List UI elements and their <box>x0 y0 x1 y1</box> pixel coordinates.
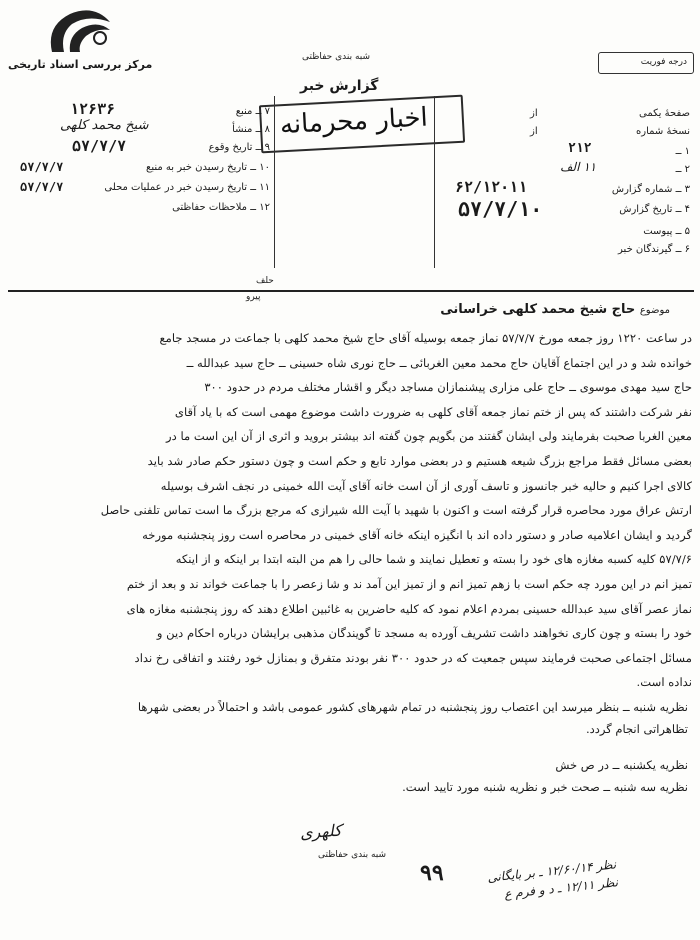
field-page <box>600 108 690 119</box>
field-origin-value: شیخ محمد کلهی <box>60 118 149 133</box>
field-label: ۱۰ ــ تاریخ رسیدن خبر به منبع <box>146 162 270 173</box>
body-line: ۵۷/۷/۶ کلیه کسبه مغازه های خود را بسته و تعطیل نمایند و شما حالی را هم من البته ابتدا بر اینکه و از اینکه <box>175 552 692 567</box>
field-received-local-ops <box>90 182 270 193</box>
field-recipients <box>580 244 690 255</box>
subject-text: حاج شیخ محمد کلهی خراسانی <box>440 302 636 317</box>
divider-left <box>274 96 275 268</box>
handwritten-signature: کلهری <box>299 820 343 843</box>
field-page-of: از <box>530 108 538 119</box>
field-report-number <box>590 184 690 195</box>
field-origin <box>150 124 270 135</box>
field-source-value: ۱۲۶۳۶ <box>70 100 116 118</box>
field-1-value: ۲۱۲ <box>568 141 592 156</box>
body-line: مسائل اجتماعی صحبت فرمایند سپس جمعیت که در حدود ۳۰۰ نفر بودند متفرق و بمنازل خود رفتند و اتفاقی رخ نداد <box>134 650 692 665</box>
analysis-tuesday: نظریه سه شنبه ــ صحت خبر و نظریه شنبه مورد تایید است. <box>402 780 688 794</box>
field-label: ۷ ــ منبع <box>235 106 270 117</box>
subject-line <box>200 302 670 317</box>
field-1 <box>640 146 690 157</box>
body-line: تمیز انم در این مورد چه حکم است با زهم تمیز انم و از تمیز این آمد ند و شا زعصر را با جماعت خواند ند و بعد از ختم <box>126 576 692 591</box>
body-line: کالای اجرا کنیم و حالیه خبر جانسوز و تاسف آوری از آن است خانه آقای آیت الله خمینی در نجف اشرف بوسیله <box>160 478 692 493</box>
field-source <box>150 106 270 117</box>
form-title: گزارش خبر <box>300 78 379 94</box>
urgency-degree-box <box>598 52 694 74</box>
body-line: بعضی مسائل فقط مراجع بزرگ شیعه هستیم و در بعضی موارد تابع و حکم است و چون دستور حکم صادر شد باید <box>147 453 692 468</box>
field-received-by-source-value: ۵۷/۷/۷ <box>20 160 64 174</box>
body-line: نفر شرکت داشتند که پس از ختم نماز جمعه آقای کلهی به ضرورت داشت موضوع مهمی است که با یاد آقای <box>174 404 692 419</box>
margin-note-1: حلف <box>256 276 274 286</box>
field-security-notes <box>150 202 270 213</box>
field-label: ۸ ــ منشأ <box>232 124 270 135</box>
field-2-value: ۱۱ الف <box>560 160 597 174</box>
field-event-date <box>150 142 270 153</box>
divider-right <box>434 96 435 268</box>
handwritten-note <box>486 855 618 904</box>
urgency-degree-label: درجه فوریت <box>640 57 687 67</box>
report-body <box>12 326 692 695</box>
field-report-number-value: ۶۲/۱۲۰۱۱ <box>455 178 528 196</box>
body-line: گردید و ایشان اعلامیه صادر و دستور داده اند با انگیزه اینکه خانه آقای خمینی در محاصره است روز پنجشنبه مورخه <box>142 527 692 542</box>
field-attachment <box>600 226 690 237</box>
field-copy <box>600 126 690 137</box>
page-number: ۹۹ <box>420 860 444 886</box>
margin-note-2: پیرو <box>246 292 261 302</box>
field-copy-of: از <box>530 126 538 137</box>
body-line: خوانده شد و در این اجتماع آقایان حاج محمد معین الغربائی ــ حاج نوری شاه حسینی ــ حاج سید عبدالله ــ <box>186 355 692 370</box>
body-line: در ساعت ۱۲۲۰ روز جمعه مورخ ۵۷/۷/۷ نماز جمعه بوسیله آقای حاج شیخ محمد کلهی با جماعت در مسجد جامع <box>159 331 692 345</box>
archive-center-logo-icon <box>40 8 120 62</box>
field-event-date-value: ۵۷/۷/۷ <box>72 137 127 155</box>
field-received-local-ops-value: ۵۷/۷/۷ <box>20 180 64 194</box>
signature-caption: شبه بندی حفاظتی <box>318 850 387 860</box>
field-label: ۶ ــ گیرندگان خبر <box>618 244 690 255</box>
field-label: نسخهٔ شماره <box>636 126 690 137</box>
field-label: ۳ ــ شماره گزارش <box>611 184 690 195</box>
field-label: ۱۱ ــ تاریخ رسیدن خبر در عملیات محلی <box>104 182 270 193</box>
subject-label: موضوع <box>639 305 670 316</box>
field-2 <box>640 164 690 175</box>
body-line: نداده است. <box>636 675 692 690</box>
field-label: ۹ ــ تاریخ وقوع <box>208 142 270 153</box>
body-line: معین الغربا صحبت بفرمایند ولی ایشان گفتند من بگویم چون گفته اند بیشتر بروید و اثری از آن این است ما در <box>166 429 692 444</box>
note-line: نظر ۱۲/۱۱ ـ د و فرم ع <box>503 875 619 902</box>
body-line: نماز عصر آقای سید عبدالله حسینی بمردم اعلام نمود که کلیه حاضرین به غائبین اطلاع دهند که روز پنجشنبه مغازه های <box>126 601 692 616</box>
field-label: صفحهٔ یکمی <box>639 108 690 119</box>
field-label: ۵ ــ پیوست <box>643 226 690 237</box>
field-label: ۴ ــ تاریخ گزارش <box>619 204 690 215</box>
analysis-saturday: نظریه شنبه ــ بنظر میرسد این اعتصاب روز پنجشنبه در تمام شهرهای کشور عمومی باشد و احتمالاً در بعضی شهرها <box>137 700 688 714</box>
classification-top: شبه بندی حفاظتی <box>302 52 371 62</box>
field-received-by-source <box>140 162 270 173</box>
field-label: ۱۲ ــ ملاحظات حفاظتی <box>172 202 270 213</box>
field-label: ۱ ــ <box>675 146 690 157</box>
logo-caption: مرکز بررسی اسناد تاریخی <box>8 58 153 71</box>
analysis-sunday: نظریه یکشنبه ــ در ص خش <box>555 758 688 772</box>
analysis-saturday-cont: تظاهراتی انجام گردد. <box>585 722 688 736</box>
stamp-text: اخبار محرمانه <box>279 102 429 141</box>
note-line: نظر ۱۲/۶۰/۱۴ ـ بر بایگانی <box>486 857 617 885</box>
field-report-date <box>590 204 690 215</box>
field-label: ۲ ــ <box>675 164 690 175</box>
field-report-date-value: ۵۷/۷/۱۰ <box>458 197 543 221</box>
header-divider <box>8 290 694 292</box>
body-line: خود را بسته و چون کاری نخواهند داشت تشریف آورده به مسجد تا گویندگان مذهبی برایشان درباره احکام دین و <box>156 626 692 641</box>
body-line: حاج سید مهدی موسوی ــ حاج علی مزاری پیشنمازان مساجد دیگر و اقشار مختلف مردم در حدود ۳۰۰ <box>204 380 692 395</box>
body-line: ارتش عراق مورد محاصره قرار گرفته است و اکنون با شهید با آیت الله شیرازی که مرجع بزرگ ما است تماس تلفنی حاصل <box>100 503 692 518</box>
